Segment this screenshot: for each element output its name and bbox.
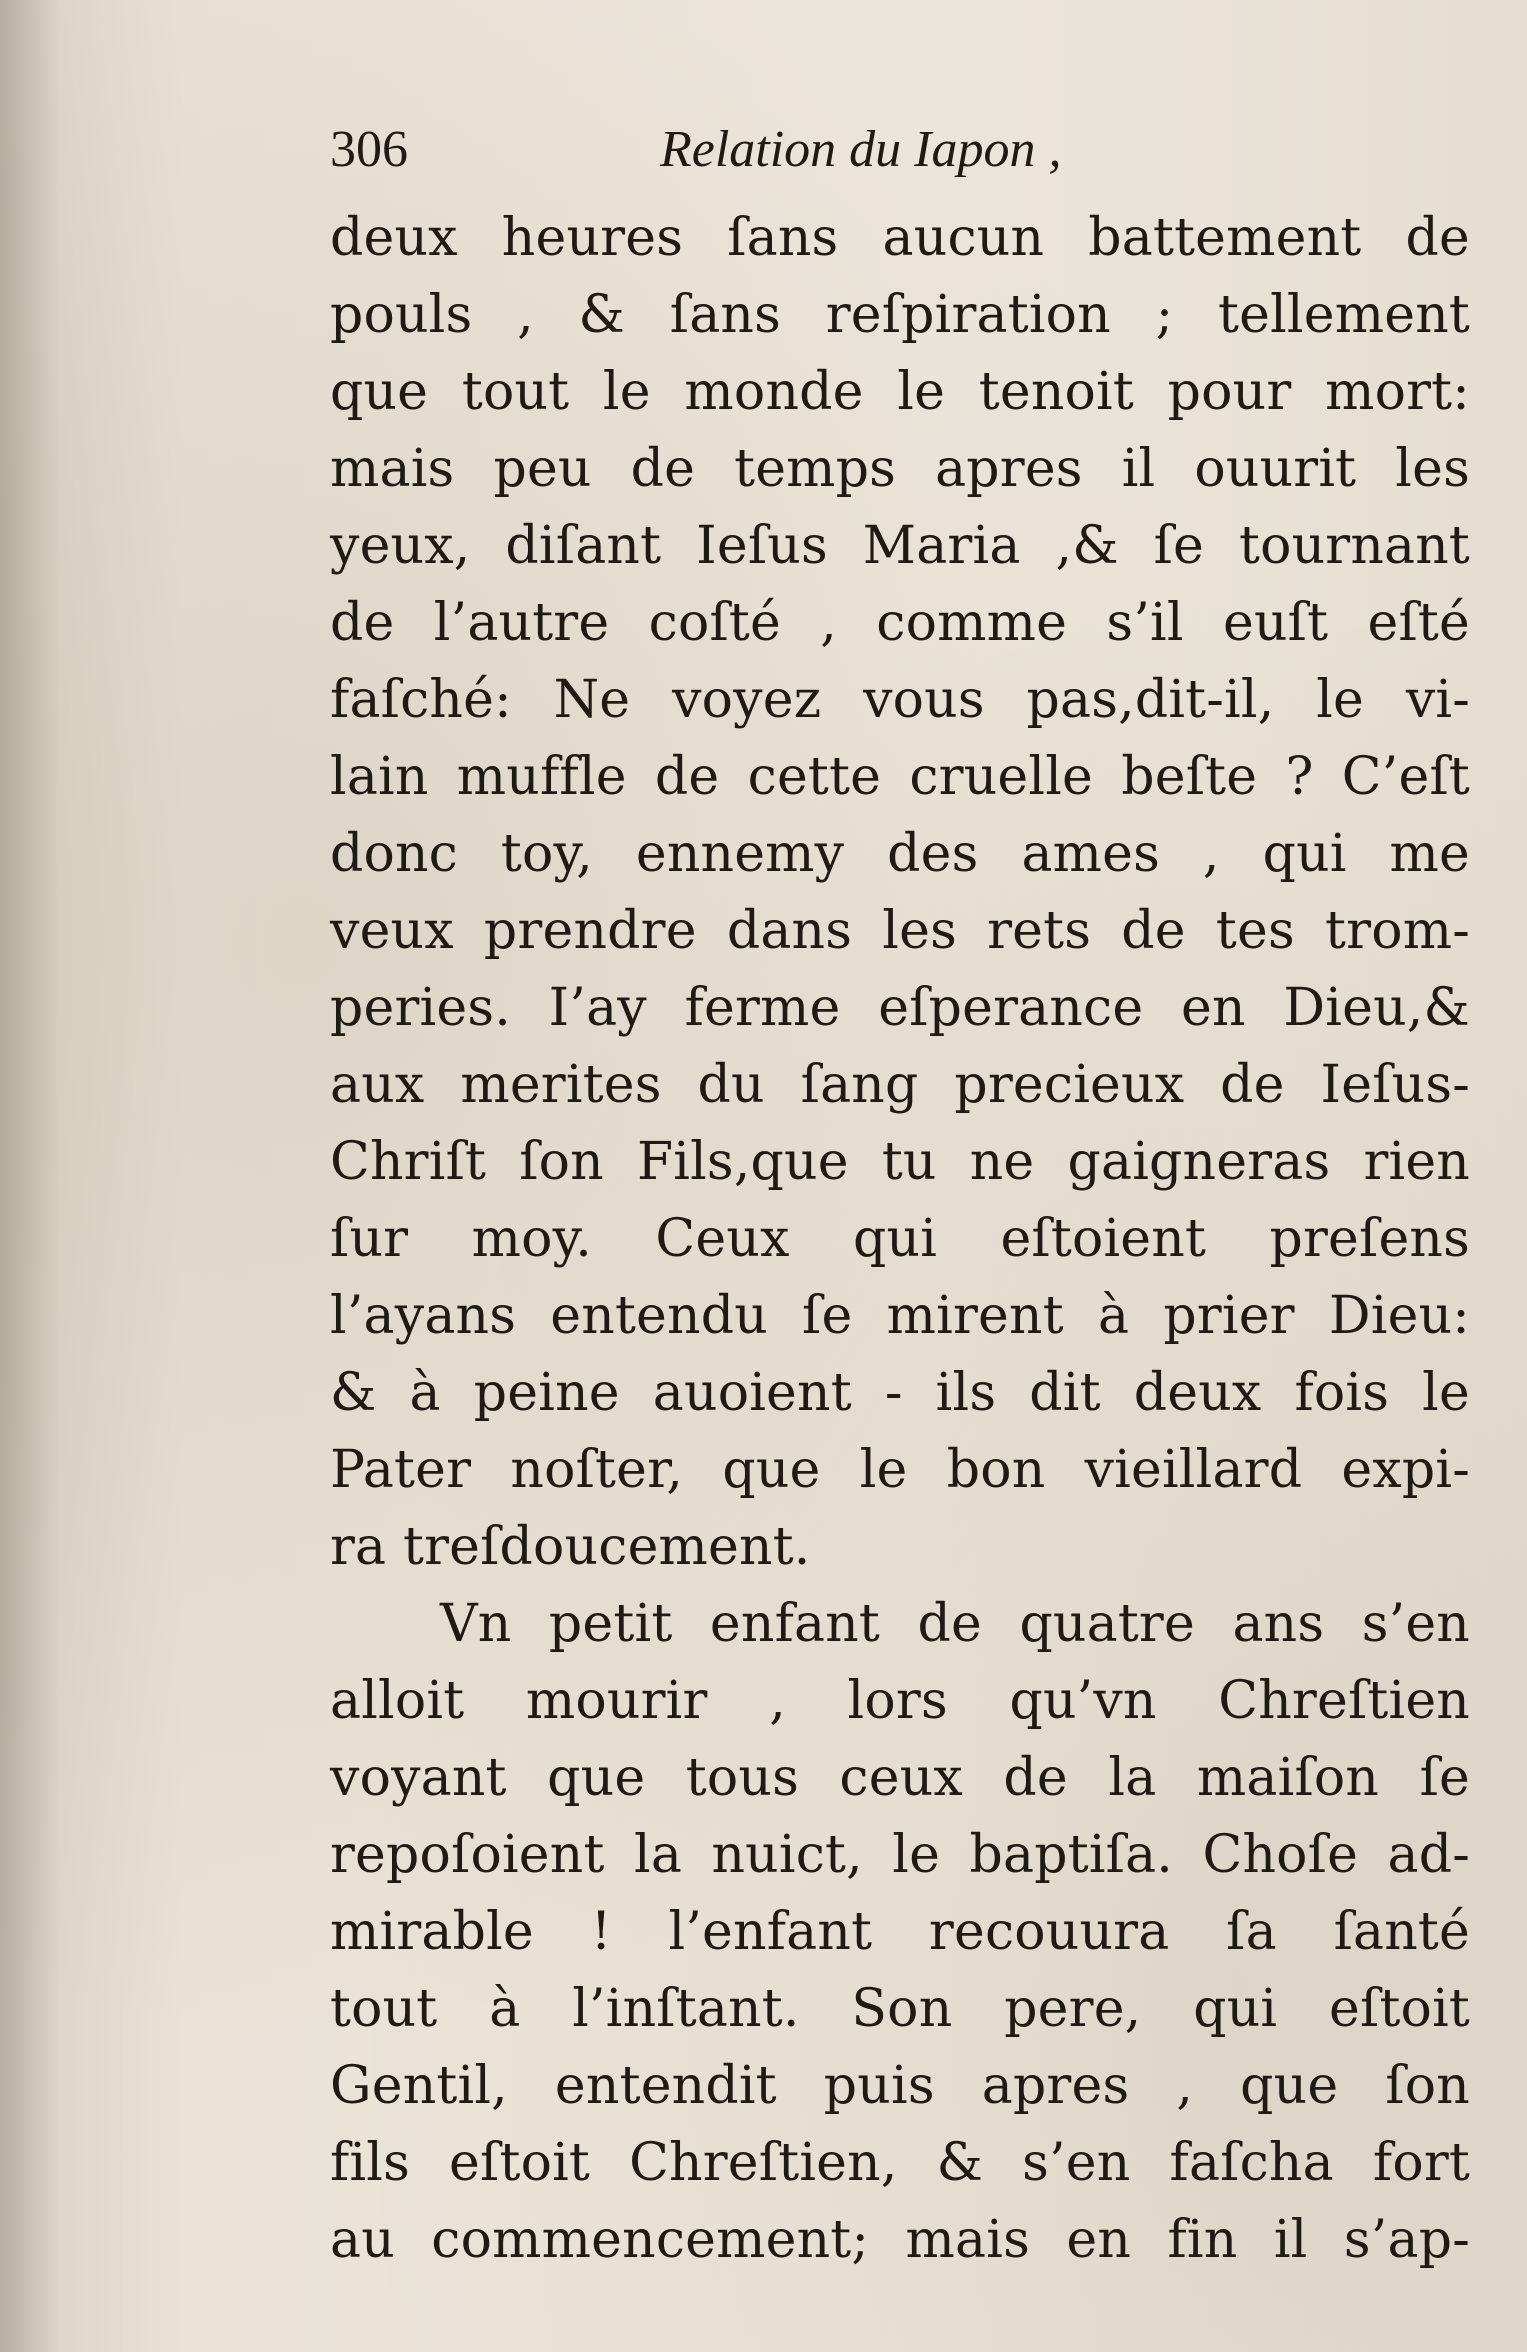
running-title: Relation du Iapon , <box>660 121 1062 178</box>
text-block <box>330 120 1470 2279</box>
text-line: tout à l’inſtant. Son pere, qui eſtoit <box>330 1979 1470 2039</box>
text-line: & à peine auoient - ils dit deux fois le <box>330 1363 1470 1423</box>
text-line: deux heures ſans aucun battement de <box>330 208 1470 268</box>
text-line: de l’autre coſté , comme s’il euſt eſté <box>330 593 1470 653</box>
text-line: pouls , & ſans reſpiration ; tellement <box>330 285 1470 345</box>
text-line: faſché: Ne voyez vous pas,dit-il, le vi- <box>330 670 1470 730</box>
text-line: donc toy, ennemy des ames , qui me <box>330 824 1470 884</box>
text-line: peries. I’ay ferme eſperance en Dieu,& <box>330 978 1470 1038</box>
running-head <box>330 120 1470 200</box>
text-line: ſur moy. Ceux qui eſtoient preſens <box>330 1209 1470 1269</box>
paragraph-last-line: ra treſdoucement. <box>330 1517 811 1577</box>
text-line: Gentil, entendit puis apres , que ſon <box>330 2056 1470 2116</box>
text-line: aux merites du ſang precieux de Ieſus- <box>330 1055 1470 1115</box>
text-line: alloit mourir , lors qu’vn Chreſtien <box>330 1671 1470 1731</box>
text-line: lain muffle de cette cruelle beſte ? C’eſt <box>330 747 1470 807</box>
text-line: repoſoient la nuict, le baptiſa. Choſe ad- <box>330 1825 1470 1885</box>
text-line: au commencement; mais en fin il s’ap- <box>330 2210 1470 2270</box>
text-line: que tout le monde le tenoit pour mort: <box>330 362 1470 422</box>
text-line: fils eſtoit Chreſtien, & s’en faſcha fort <box>330 2133 1470 2193</box>
text-line: yeux, diſant Ieſus Maria ,& ſe tournant <box>330 516 1470 576</box>
gutter-shadow <box>0 0 60 2352</box>
text-line: Pater noſter, que le bon vieillard expi- <box>330 1440 1470 1500</box>
paragraph-first-line: Vn petit enfant de quatre ans s’en <box>440 1594 1470 1654</box>
text-line: voyant que tous ceux de la maiſon ſe <box>330 1748 1470 1808</box>
text-line: mirable ! l’enfant recouura ſa ſanté <box>330 1902 1470 1962</box>
text-line: mais peu de temps apres il ouurit les <box>330 439 1470 499</box>
page-number: 306 <box>330 121 408 178</box>
text-line: l’ayans entendu ſe mirent à prier Dieu: <box>330 1286 1470 1346</box>
text-line: veux prendre dans les rets de tes trom- <box>330 901 1470 961</box>
text-line: Chriſt ſon Fils,que tu ne gaigneras rien <box>330 1132 1470 1192</box>
